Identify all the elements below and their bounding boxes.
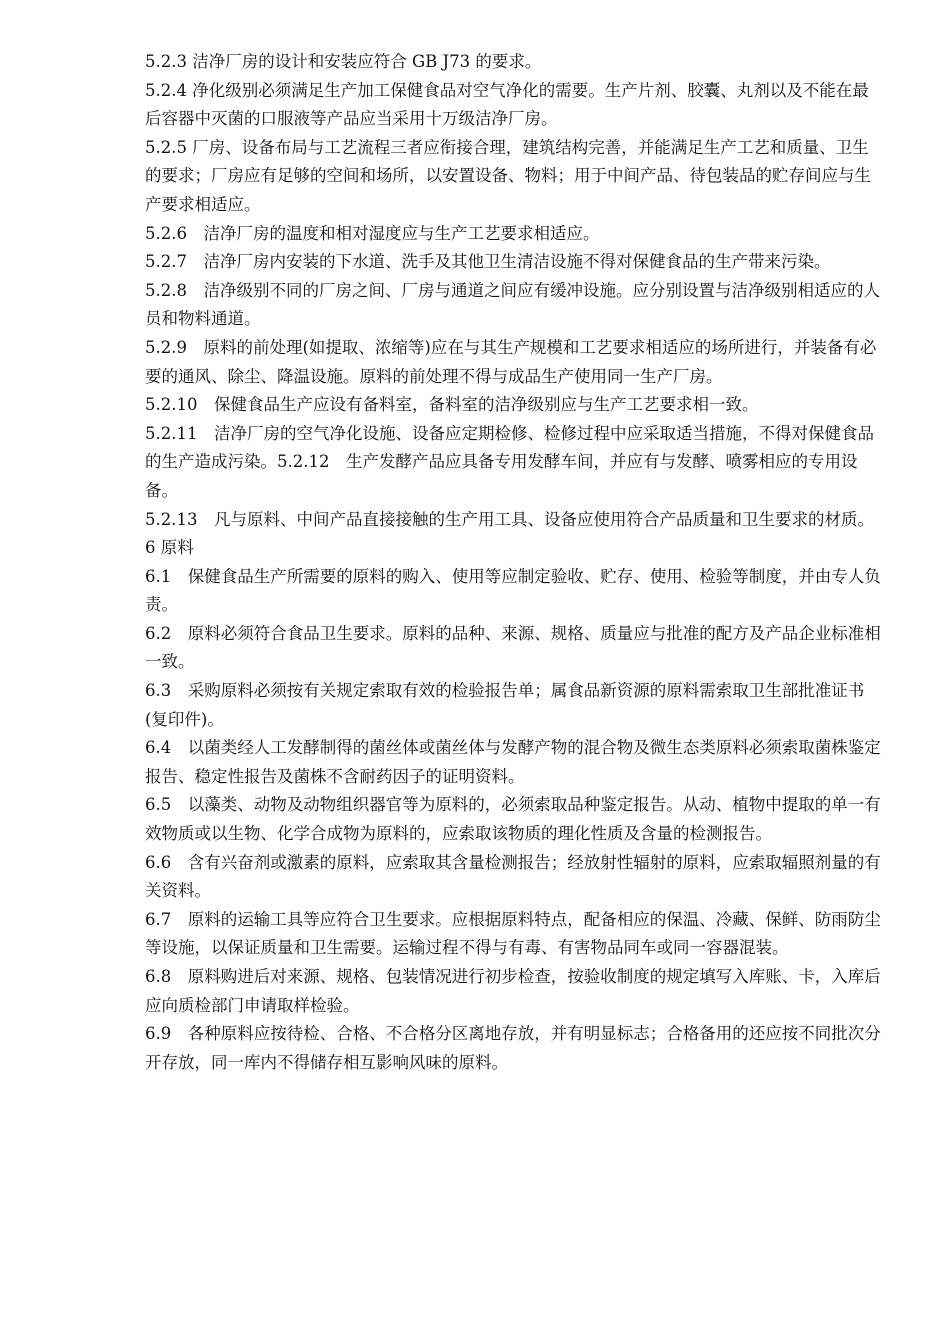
paragraph-5-2-10: 5.2.10 保健食品生产应设有备料室，备料室的洁净级别应与生产工艺要求相一致。 xyxy=(145,395,759,415)
document-page xyxy=(145,48,885,1077)
paragraph-6-7: 6.7 原料的运输工具等应符合卫生要求。应根据原料特点，配备相应的保温、冷藏、保鲜、防雨防尘等设施，以保证质量和卫生需要。运输过程不得与有毒、有害物品同车或同一容器混装。 xyxy=(145,909,881,958)
paragraph-6-6: 6.6 含有兴奋剂或激素的原料，应索取其含量检测报告；经放射性辐射的原料，应索取辐照剂量的有关资料。 xyxy=(145,852,881,901)
paragraph-6-3: 6.3 采购原料必须按有关规定索取有效的检验报告单；属食品新资源的原料需索取卫生部批准证书(复印件)。 xyxy=(145,681,865,729)
paragraph-6-8: 6.8 原料购进后对来源、规格、包装情况进行初步检查，按验收制度的规定填写入库账、卡，入库后应向质检部门申请取样检验。 xyxy=(145,967,881,1015)
paragraph-6-2: 6.2 原料必须符合食品卫生要求。原料的品种、来源、规格、质量应与批准的配方及产品企业标准相一致。 xyxy=(145,623,881,672)
paragraph-5-2-4: 5.2.4 净化级别必须满足生产加工保健食品对空气净化的需要。生产片剂、胶囊、丸剂以及不能在最后容器中灭菌的口服液等产品应当采用十万级洁净厂房。 xyxy=(145,80,869,129)
paragraph-6-4: 6.4 以菌类经人工发酵制得的菌丝体或菌丝体与发酵产物的混合物及微生态类原料必须索取菌株鉴定报告、稳定性报告及菌株不含耐药因子的证明资料。 xyxy=(145,738,881,786)
paragraph-5-2-8: 5.2.8 洁净级别不同的厂房之间、厂房与通道之间应有缓冲设施。应分别设置与洁净级别相适应的人员和物料通道。 xyxy=(145,280,880,329)
paragraph-6-1: 6.1 保健食品生产所需要的原料的购入、使用等应制定验收、贮存、使用、检验等制度，并由专人负责。 xyxy=(145,566,881,615)
paragraph-6-9: 6.9 各种原料应按待检、合格、不合格分区离地存放，并有明显标志；合格备用的还应按不同批次分开存放，同一库内不得储存相互影响风味的原料。 xyxy=(145,1024,881,1072)
paragraph-6-5: 6.5 以藻类、动物及动物组织器官等为原料的，必须索取品种鉴定报告。从动、植物中提取的单一有效物质或以生物、化学合成物为原料的，应索取该物质的理化性质及含量的检测报告。 xyxy=(145,795,881,844)
paragraph-5-2-9: 5.2.9 原料的前处理(如提取、浓缩等)应在与其生产规模和工艺要求相适应的场所进行，并装备有必要的通风、除尘、降温设施。原料的前处理不得与成品生产使用同一生产厂房。 xyxy=(145,337,877,386)
paragraph-5-2-11: 5.2.11 洁净厂房的空气净化设施、设备应定期检修、检修过程中应采取适当措施，不得对保健食品的生产造成污染。5.2.12 生产发酵产品应具备专用发酵车间，并应有与发酵、喷雾相应的专用设备。 xyxy=(145,423,874,500)
paragraph-5-2-5: 5.2.5 厂房、设备布局与工艺流程三者应衔接合理，建筑结构完善，并能满足生产工艺和质量、卫生的要求；厂房应有足够的空间和场所，以安置设备、物料；用于中间产品、待包装品的贮存间应与生产要求相适应。 xyxy=(145,137,871,214)
paragraph-5-2-3: 5.2.3 洁净厂房的设计和安装应符合 GB J73 的要求。 xyxy=(145,52,542,71)
paragraph-5-2-13: 5.2.13 凡与原料、中间产品直接接触的生产用工具、设备应使用符合产品质量和卫生要求的材质。 xyxy=(145,509,874,529)
section-heading-6: 6 原料 xyxy=(145,538,194,558)
paragraph-5-2-6: 5.2.6 洁净厂房的温度和相对湿度应与生产工艺要求相适应。 xyxy=(145,223,600,243)
paragraph-5-2-7: 5.2.7 洁净厂房内安装的下水道、洗手及其他卫生清洁设施不得对保健食品的生产带来污染。 xyxy=(145,252,831,272)
